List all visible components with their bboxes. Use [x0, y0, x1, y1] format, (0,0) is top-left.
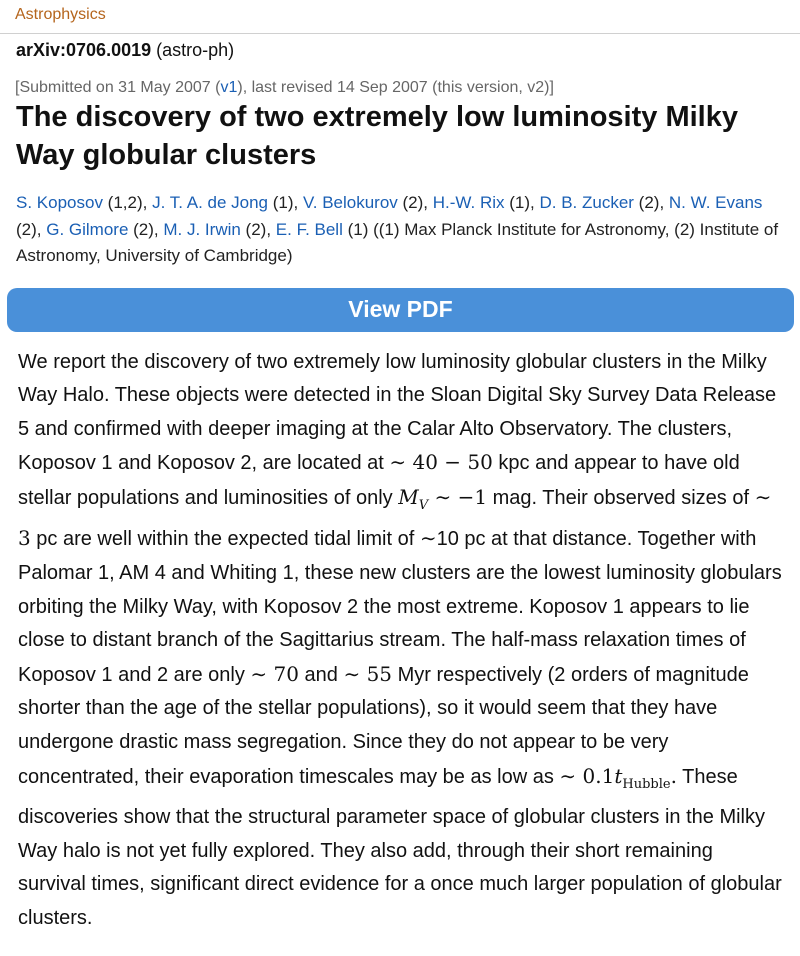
- category-label: (astro-ph): [156, 40, 235, 60]
- abstract-text: We report the discovery of two extremely low luminosity globular clusters in the Milky Way Halo. These objects were detected in the Sloan Digital Sky Survey Data Release 5 and confirmed with deeper imaging at the Calar Alto Observatory. The clusters, Koposov 1 and Koposov 2, are located at: [18, 350, 777, 475]
- submitted-prefix: [Submitted on 31 May 2007 (: [15, 79, 221, 96]
- math-expression: M: [398, 484, 419, 509]
- arxiv-id-line: [0, 34, 800, 62]
- abstract-text: kpc and appear to have old stellar populations and luminosities of only: [18, 452, 740, 509]
- author-list: [0, 190, 800, 270]
- author-link[interactable]: V. Belokurov: [302, 193, 398, 212]
- author-affiliation: (1,2),: [102, 193, 153, 212]
- math-expression: ∼ 55: [343, 661, 393, 686]
- math-subscript: V: [418, 497, 429, 513]
- author-affiliation: (1),: [268, 193, 303, 212]
- math-expression: ∼ 0.1: [559, 763, 615, 788]
- abstract-text: Myr respectively (2 orders of magnitude shorter than the age of the stellar populations), so it would seem that they have undergone drastic mass segregation. Since they do not appear to be very concentrated, their evaporation timescales may be as low as: [18, 663, 749, 788]
- abstract-text: and: [298, 663, 344, 686]
- math-subscript: Hubble: [622, 776, 671, 792]
- author-affiliation: (2),: [397, 193, 433, 212]
- paper-title: The discovery of two extremely low luminosity Milky Way globular clusters: [16, 101, 738, 171]
- abstract: [0, 346, 800, 936]
- author-affiliation: (1): [342, 219, 369, 239]
- math-expression: ∼ 40 − 50: [389, 450, 493, 475]
- submitted-suffix: ), last revised 14 Sep 2007 (this version, v2)]: [237, 79, 554, 96]
- view-pdf-button[interactable]: View PDF: [7, 288, 794, 332]
- arxiv-id: arXiv:0706.0019: [16, 40, 152, 60]
- author-affiliation: (2),: [240, 219, 276, 239]
- author-link[interactable]: M. J. Irwin: [163, 219, 241, 239]
- math-expression: ∼: [419, 526, 437, 551]
- math-expression: ∼ 3: [18, 484, 772, 551]
- abstract-text: mag. Their observed sizes of: [487, 486, 755, 509]
- math-expression: t: [614, 763, 623, 788]
- affiliations-text: ((1) Max Planck Institute for Astronomy, (2) Institute of Astronomy, University of Cambridge): [16, 219, 779, 265]
- abstract-text: 10 pc at that distance. Together with Palomar 1, AM 4 and Whiting 1, these new clusters are the lowest luminosity globulars orbiting the Milky Way, with Koposov 2 the most extreme. Koposov 1 appears to lie close to distant branch of the Sagittarius stream. The half-mass relaxation times of Koposov 1 and 2 are only: [18, 528, 782, 686]
- author-link[interactable]: J. T. A. de Jong: [152, 193, 269, 212]
- math-expression: .: [670, 763, 677, 788]
- math-expression: ∼ −1: [428, 484, 488, 509]
- top-bar: [0, 0, 800, 34]
- author-affiliation: (1),: [504, 193, 540, 212]
- author-link[interactable]: H.-W. Rix: [432, 193, 505, 212]
- author-affiliation: (2),: [16, 219, 47, 239]
- author-link[interactable]: S. Koposov: [16, 193, 103, 212]
- author-affiliation: (2),: [633, 193, 669, 212]
- author-link[interactable]: E. F. Bell: [275, 219, 343, 239]
- abstract-text: These discoveries show that the structural parameter space of globular clusters in the Milky Way halo is not yet fully explored. They also add, through their short remaining survival times, significant direct evidence for a once much larger population of globular clusters.: [18, 765, 782, 929]
- author-affiliation: (2),: [128, 219, 164, 239]
- version-v1-link[interactable]: v1: [220, 79, 238, 96]
- subject-label[interactable]: Astrophysics: [15, 6, 106, 23]
- author-link[interactable]: D. B. Zucker: [539, 193, 634, 212]
- author-link[interactable]: N. W. Evans: [668, 193, 763, 212]
- author-link[interactable]: G. Gilmore: [46, 219, 129, 239]
- submission-history: [0, 78, 800, 98]
- abstract-text: pc are well within the expected tidal limit of: [30, 528, 420, 551]
- math-expression: ∼ 70: [250, 661, 299, 686]
